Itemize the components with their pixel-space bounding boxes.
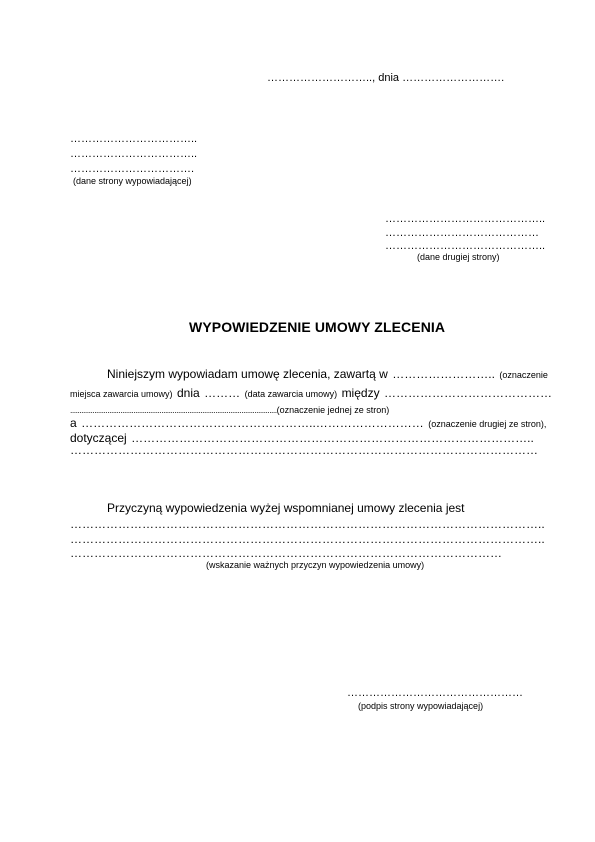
body-dotyczacej-label: dotyczącej	[70, 431, 127, 445]
body-place-note-cont: miejsca zawarcia umowy)	[70, 389, 173, 399]
signature-caption: (podpis strony wypowiadającej)	[358, 701, 484, 711]
reason-line-1: ………………………………………………………………………………………………………..	[70, 517, 545, 531]
reason-line-2: ………………………………………………………………………………………………………..	[70, 532, 545, 546]
sender-line-2: ……………………………..	[70, 148, 198, 160]
body-a-label: a	[70, 416, 77, 430]
recipient-line-3: ……………………………………..	[385, 240, 546, 252]
recipient-line-1: ……………………………………..	[385, 213, 546, 225]
place-date-line: ……………………….., dnia ……………………….	[267, 72, 505, 84]
reason-intro-text: Przyczyną wypowiedzenia wyżej wspomnianej umowy zlecenia jest	[107, 501, 465, 515]
body-date-note: (data zawarcia umowy)	[244, 389, 338, 399]
recipient-caption: (dane drugiej strony)	[417, 252, 500, 262]
body-party1-note: (oznaczenie jednej ze stron)	[276, 405, 390, 415]
body-party2-note: (oznaczenie drugiej ze stron),	[428, 419, 547, 429]
reason-line-3: ………………………………………………………………………………………………	[70, 546, 502, 560]
body-party1-dots: ...............................................................................................................	[70, 405, 277, 415]
sender-caption: (dane strony wypowiadającej)	[73, 176, 192, 186]
body-subject-dots: ………………………………………………………………………………………..	[131, 431, 534, 445]
recipient-line-2: ……………………………………	[385, 227, 539, 239]
signature-line: …………………………………………	[347, 687, 523, 699]
reason-caption: (wskazanie ważnych przyczyn wypowiedzenia umowy)	[206, 560, 425, 570]
body-intro-text: Niniejszym wypowiadam umowę zlecenia, zawartą w	[107, 367, 388, 381]
body-date-dots: ………	[204, 386, 241, 400]
body-place-dots: ……………………..	[392, 367, 495, 381]
document-title: WYPOWIEDZENIE UMOWY ZLECENIA	[189, 319, 446, 335]
sender-line-1: ……………………………..	[70, 133, 198, 145]
body-place-note: (oznaczenie	[499, 370, 548, 380]
body-dnia-label: dnia	[176, 386, 200, 400]
body-line-1	[107, 365, 548, 383]
body-line-6: ………………………………………………………………………………………………………	[70, 443, 538, 457]
sender-line-3: …………………………….	[70, 163, 195, 175]
body-miedzy-label: między	[341, 386, 380, 400]
body-party-dots: ……………………………………	[384, 386, 553, 400]
body-party2-dots: …………………………………………………..………………………	[81, 416, 424, 430]
